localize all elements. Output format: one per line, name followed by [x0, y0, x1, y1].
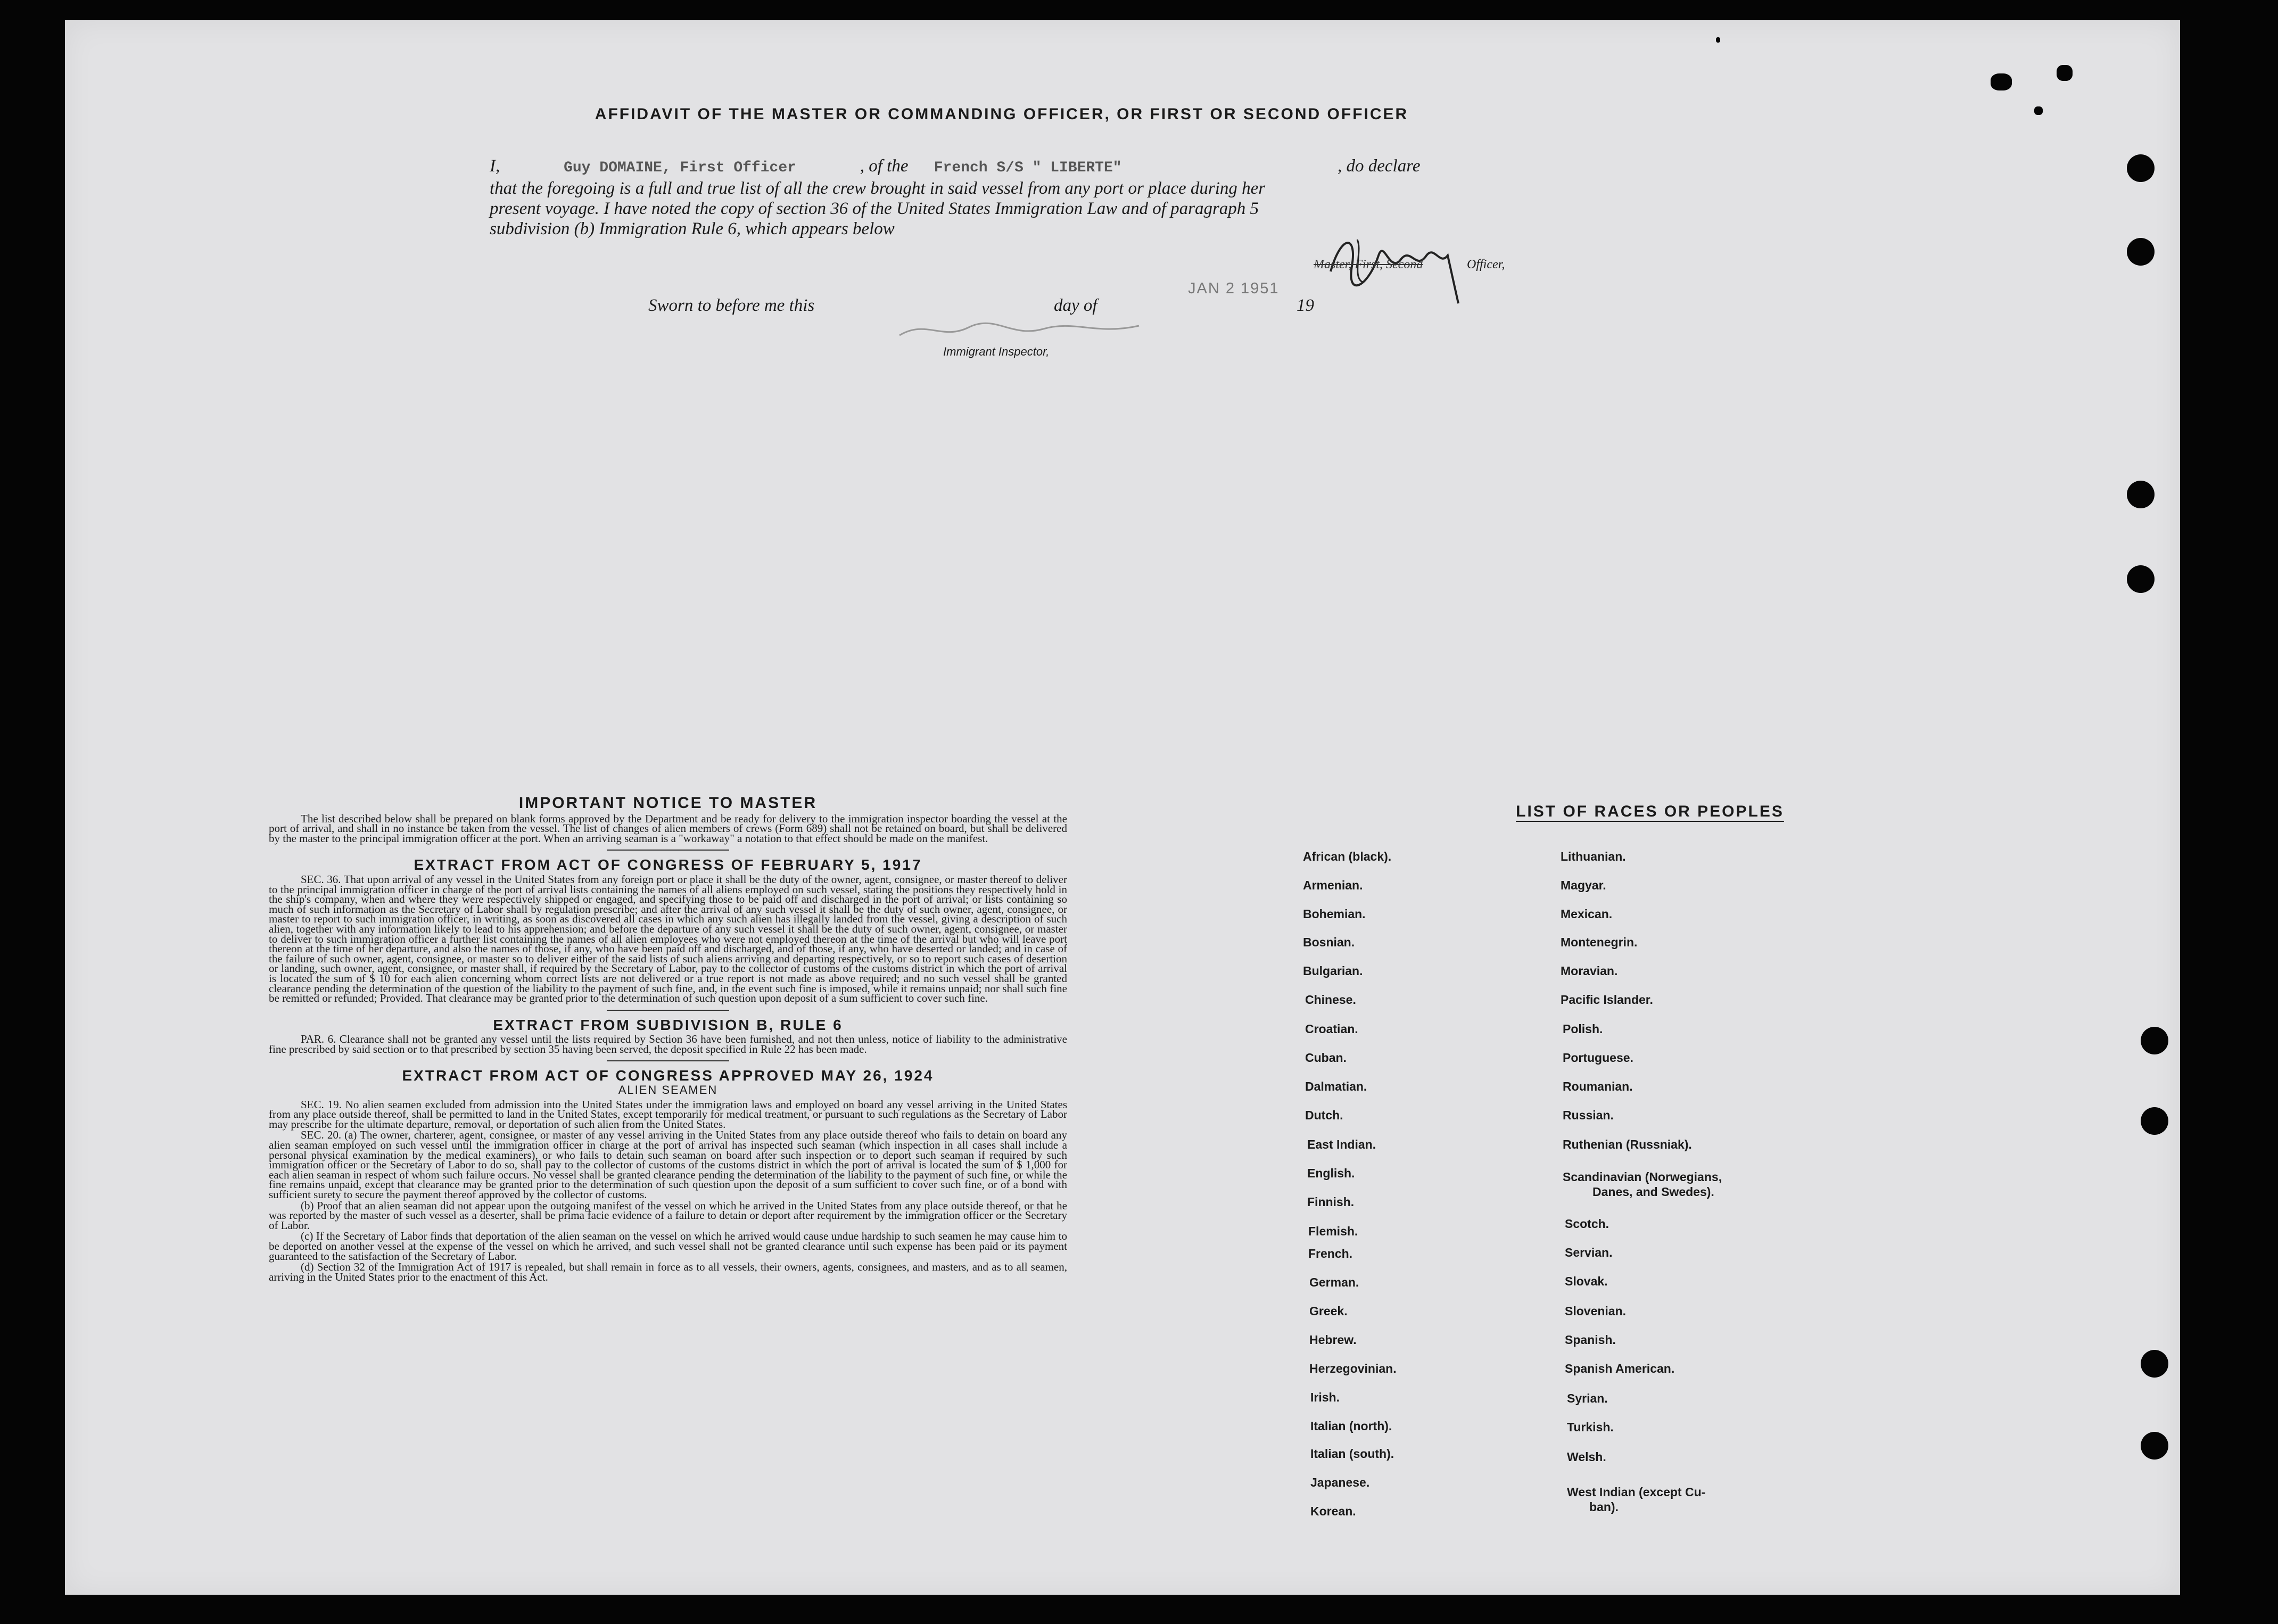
day-of-text: day of	[1054, 296, 1097, 315]
race-item: Ruthenian (Russniak).	[1563, 1137, 1692, 1151]
race-item: Syrian.	[1567, 1391, 1608, 1405]
extract-1924-sec20d: (d) Section 32 of the Immigration Act of 1917 is repealed, but shall remain in force as to all vessels, their owners, agents, consignees, and masters, and as to all seamen, arriving in the United States prior to the enactment of this Act.	[269, 1260, 1067, 1283]
race-item: Dutch.	[1305, 1108, 1343, 1122]
race-item: Dalmatian.	[1305, 1079, 1367, 1093]
race-item: African (black).	[1303, 850, 1392, 863]
extract-rule6-body: PAR. 6. Clearance shall not be granted any vessel until the lists required by Section 36 have been furnished, and not then unless, notice of liability to the administrative fine prescribed by said section or to that prescribed by section 35 having been served, the deposit specified in Rule 22 has been made.	[269, 1033, 1067, 1056]
race-item: West Indian (except Cu-	[1567, 1485, 1706, 1499]
race-item: Bohemian.	[1303, 907, 1366, 921]
race-item: French.	[1308, 1247, 1353, 1260]
declaration-line-1	[490, 156, 1512, 176]
extract-1917-title: EXTRACT FROM ACT OF CONGRESS OF FEBRUARY 5, 1917	[414, 856, 922, 873]
race-item: Bosnian.	[1303, 935, 1355, 949]
race-item: Danes, and Swedes).	[1592, 1185, 1714, 1199]
extract-1924-sec19: SEC. 19. No alien seamen excluded from admission into the United States under the immigration laws and employed on board any vessel arriving in the United States from any place outside thereof, shall be permitted to land in the United States, except temporarily for medical treatment, or pursuant to such regulations as the Secretary of Labor may prescribe for the ultimate departure, removal, or deportation of such alien from the United States.	[269, 1098, 1067, 1131]
officer-label: Officer,	[1467, 258, 1505, 271]
race-item: Magyar.	[1561, 878, 1606, 892]
race-item: ban).	[1589, 1500, 1619, 1514]
section-divider	[607, 850, 729, 851]
officer-name-typed: Guy DOMAINE, First Officer	[564, 160, 796, 176]
section-divider	[607, 1010, 729, 1011]
punch-hole	[2141, 1432, 2168, 1460]
race-item: Portuguese.	[1563, 1051, 1633, 1065]
notice-body: The list described below shall be prepared on blank forms approved by the Department and be ready for delivery to the immigration inspector boarding the vessel at the port of arrival, and shall in no instance be taken from the vessel. The list of changes of alien members of crews (Form 689) shall not be retained on board, but shall be delivered by the master to the principal immigration officer at the port. When an arriving seaman is a "workaway" a notation to that effect should be made on the manifest.	[269, 812, 1067, 845]
race-item: Bulgarian.	[1303, 964, 1363, 978]
race-item: Herzegovinian.	[1309, 1362, 1397, 1375]
declaration-i: I,	[490, 156, 500, 176]
race-item: Roumanian.	[1563, 1079, 1633, 1093]
date-stamp: JAN 2 1951	[1188, 280, 1280, 297]
declaration-line-2: that the foregoing is a full and true list of all the crew brought in said vessel from any port or place during her	[490, 179, 1266, 198]
race-item: Croatian.	[1305, 1022, 1358, 1036]
year-prefix: 19	[1297, 296, 1314, 315]
race-item: Italian (south).	[1310, 1447, 1394, 1461]
race-item: Scotch.	[1565, 1217, 1610, 1231]
punch-hole	[2141, 1107, 2168, 1135]
punch-hole	[2127, 565, 2155, 593]
scan-speck	[2057, 65, 2073, 81]
race-item: German.	[1309, 1275, 1359, 1289]
punch-hole	[2127, 238, 2155, 266]
race-item: Scandinavian (Norwegians,	[1563, 1170, 1722, 1184]
race-item: Chinese.	[1305, 993, 1356, 1007]
extract-1924-sec20a: SEC. 20. (a) The owner, charterer, agent, consignee, or master of any vessel arriving in the United States from any place outside thereof who fails to detain on board any alien seaman employed on such vessel until the immigration officer in charge at the port of arrival has inspected such seaman (which inspection in all cases shall include a personal physical examination by the medical examiners), or who fails to detain such seaman on board after such inspection or to deport such seaman if required by such immigration officer or the Secretary of Labor to do so, shall pay to the collector of customs of the customs district in which the port of arrival is located the sum of $ 1,000 for each alien seaman in respect of whom such failure occurs. No vessel shall be granted clearance pending the determination of the liability to the payment of such fine, or while the fine remains unpaid, except that clearance may be granted prior to the determination of such question upon the deposit of a sum sufficient to cover such fine, or of a bond with sufficient surety to secure the payment thereof approved by the collector of customs.	[269, 1128, 1067, 1201]
race-item: Russian.	[1563, 1108, 1614, 1122]
race-item: Mexican.	[1561, 907, 1613, 921]
race-item: Polish.	[1563, 1022, 1603, 1036]
affidavit-title: AFFIDAVIT OF THE MASTER OR COMMANDING OFFICER, OR FIRST OR SECOND OFFICER	[595, 105, 1409, 123]
race-item: Welsh.	[1567, 1450, 1606, 1464]
races-title	[1304, 803, 1996, 821]
race-item: Turkish.	[1567, 1420, 1614, 1434]
race-item: Lithuanian.	[1561, 850, 1626, 863]
race-item: Cuban.	[1305, 1051, 1347, 1065]
race-item: Slovenian.	[1565, 1304, 1627, 1318]
scan-speck	[2034, 106, 2043, 115]
race-item: Hebrew.	[1309, 1333, 1357, 1347]
race-item: Spanish.	[1565, 1333, 1616, 1347]
sworn-text: Sworn to before me this	[648, 296, 815, 315]
declaration-line-4: subdivision (b) Immigration Rule 6, which appears below	[490, 219, 895, 238]
notice-title: IMPORTANT NOTICE TO MASTER	[518, 794, 818, 812]
declaration-of-the: , of the	[860, 156, 909, 176]
race-item: Servian.	[1565, 1246, 1613, 1259]
punch-hole	[2141, 1027, 2168, 1054]
declaration-do-declare: , do declare	[1337, 156, 1421, 176]
declaration-line-3: present voyage. I have noted the copy of section 36 of the United States Immigration Law and of paragraph 5	[490, 199, 1259, 218]
race-item: English.	[1307, 1166, 1355, 1180]
extract-1924-sec20b: (b) Proof that an alien seaman did not appear upon the outgoing manifest of the vessel on which he arrived in the United States from any place outside thereof, or that he was reported by the master of such vessel as a deserter, shall be prima facie evidence of a failure to detain or deport after requirement by the immigration officer or the Secretary of Labor.	[269, 1199, 1067, 1232]
inspector-label: Immigrant Inspector,	[943, 345, 1050, 358]
race-item: Slovak.	[1565, 1274, 1608, 1288]
race-item: Japanese.	[1310, 1475, 1370, 1489]
race-item: Moravian.	[1561, 964, 1618, 978]
race-item: Flemish.	[1308, 1224, 1358, 1238]
race-item: Spanish American.	[1565, 1362, 1675, 1375]
officer-title-struck: Master, First, Second	[1314, 258, 1423, 271]
extract-1917-body: SEC. 36. That upon arrival of any vessel in the United States from any foreign port or place it shall be the duty of the owner, agent, consignee, or master thereof to deliver to the principal immigration officer in charge of the port of arrival lists containing the names of all aliens employed on such vessel, stating the positions they respectively hold in the ship's company, when and where they were respectively shipped or engaged, and specifying those to be paid off and discharged in the port of arrival; or lists containing so much of such information as the Secretary of Labor shall by regulation prescribe; and after the arrival of any such vessel it shall be the duty of such owner, agent, consignee, or master to report to such immigration officer, in writing, as soon as discovered all cases in which any such alien has illegally landed from the vessel, giving a description of such alien, together with any information likely to lead to his apprehension; and before the departure of any such vessel it shall be the duty of such owner, agent, consignee, or master to deliver to such immigration officer a further list containing the names of all alien employees who were not employed thereon at the time of the arrival but who will leave port thereon at the time of her departure, and also the names of those, if any, who have been paid off and discharged, and of those, if any, who have deserted or landed; and in case of the failure of such owner, agent, consignee, or master so to deliver either of the said lists of such aliens arriving and departing respectively, or so to report such cases of desertion or landing, such owner, agent, consignee, or master shall, if required by the Secretary of Labor, pay to the collector of customs of the customs district in which the port of arrival is located the sum of $ 10 for each alien concerning whom correct lists are not delivered or a true report is not made as above required; and no such vessel shall be granted clearance pending the determination of the question of the liability to the payment of such fine, and, in the event such fine is imposed, while it remains unpaid; nor shall such fine be remitted or refunded; Provided. That clearance may be granted prior to the determination of such question upon deposit of a sum sufficient to cover such fine.	[269, 872, 1067, 1005]
race-item: Italian (north).	[1310, 1419, 1392, 1433]
extract-1924-subtitle: ALIEN SEAMEN	[618, 1083, 718, 1097]
race-item: Montenegrin.	[1561, 935, 1638, 949]
races-title-text: LIST OF RACES OR PEOPLES	[1516, 803, 1784, 820]
scan-speck	[1716, 37, 1720, 43]
section-divider	[607, 1060, 729, 1061]
race-item: Pacific Islander.	[1561, 993, 1653, 1007]
race-item: Greek.	[1309, 1304, 1348, 1318]
punch-hole	[2127, 481, 2155, 508]
extract-1924-sec20c: (c) If the Secretary of Labor finds that deportation of the alien seaman on the vessel on which he arrived would cause undue hardship to such seamen he may cause him to be deported on another vessel at the expense of the vessel on which he arrived, and such vessel shall not be granted clearance until such expense has been paid or its payment guaranteed to the satisfaction of the Secretary of Labor.	[269, 1230, 1067, 1263]
vessel-name-typed: French S/S " LIBERTE"	[934, 160, 1122, 176]
extract-1924-title: EXTRACT FROM ACT OF CONGRESS APPROVED MAY 26, 1924	[402, 1067, 934, 1084]
race-item: Armenian.	[1303, 878, 1363, 892]
extract-rule6-title: EXTRACT FROM SUBDIVISION B, RULE 6	[493, 1016, 843, 1033]
race-item: East Indian.	[1307, 1137, 1376, 1151]
race-item: Irish.	[1310, 1390, 1340, 1404]
race-item: Korean.	[1310, 1504, 1356, 1518]
punch-hole	[2141, 1350, 2168, 1378]
notice-column	[269, 794, 1067, 1283]
punch-hole	[2127, 154, 2155, 182]
scan-speck	[1991, 73, 2012, 90]
race-item: Finnish.	[1307, 1195, 1355, 1209]
inspector-signature	[894, 319, 1150, 341]
